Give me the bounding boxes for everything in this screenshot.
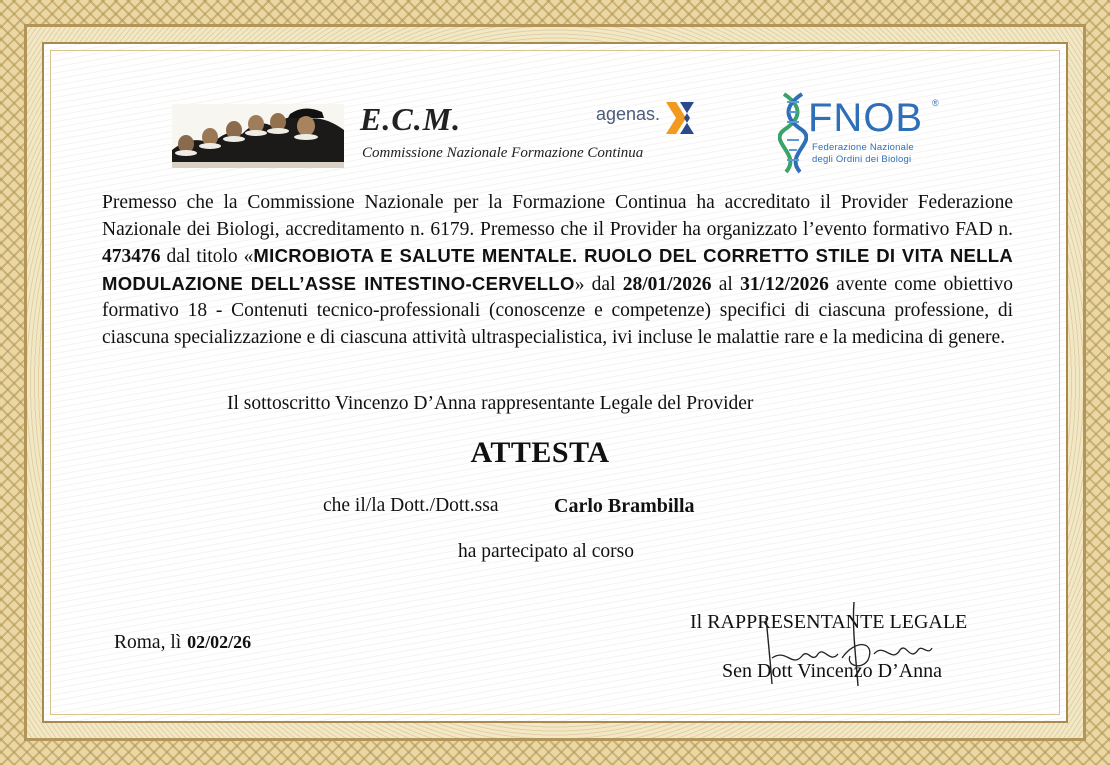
certificate-body-paragraph (102, 190, 1013, 352)
participant-name: Carlo Brambilla (554, 495, 695, 517)
fnob-line-2: degli Ordini dei Biologi (812, 154, 912, 165)
issue-date: 02/02/26 (187, 632, 252, 652)
place-date (114, 632, 251, 654)
fnob-registered-mark: ® (932, 98, 939, 108)
anatomy-lesson-painting-icon (172, 104, 344, 168)
body-text-4: al (711, 273, 741, 295)
representative-title: Il RAPPRESENTANTE LEGALE (690, 611, 968, 633)
agenas-mark-icon (662, 100, 698, 136)
ecm-title: E.C.M. (360, 101, 462, 137)
date-from: 28/01/2026 (622, 273, 712, 295)
dna-helix-icon (778, 92, 808, 174)
fnob-logo (778, 92, 948, 174)
attesta-heading: ATTESTA (470, 436, 610, 469)
body-text-1: Premesso che la Commissione Nazionale per la Formazione Continua ha accreditato il Provider Federazione Nazionale dei Biologi, accreditamento n. 6179. Premesso che il Provider ha organizzato l’evento formativo FAD n. (102, 192, 1013, 240)
body-text-5: avente come obiettivo formativo 18 - Contenuti tecnico-professionali (conoscenze e competenze) specifici di ciascuna professione, di ciascuna specializzazione e di ciascuna attività ultraspecialistica, ivi incluse le malattie rare e la medicina di genere. (102, 273, 1014, 348)
event-number: 473476 (102, 246, 161, 268)
ecm-subtitle: Commissione Nazionale Formazione Continua (362, 145, 644, 161)
body-text-3: » dal (574, 273, 623, 295)
fnob-name: FNOB (808, 96, 924, 140)
date-to: 31/12/2026 (740, 273, 829, 295)
representative-name: Sen Dott Vincenzo D’Anna (722, 660, 943, 682)
course-title: MICROBIOTA E SALUTE MENTALE. RUOLO DEL CORRETTO STILE DI VITA NELLA MODULAZIONE DELL’ASSE INTESTINO-CERVELLO (102, 245, 1013, 294)
fnob-line-1: Federazione Nazionale (812, 142, 914, 153)
place: Roma, lì (114, 632, 182, 653)
agenas-label: agenas. (596, 104, 661, 124)
body-text-2: dal titolo « (160, 246, 254, 268)
signer-line: Il sottoscritto Vincenzo D’Anna rappresentante Legale del Provider (227, 393, 754, 414)
agenas-logo (596, 100, 706, 140)
participated-line: ha partecipato al corso (458, 541, 634, 562)
handwritten-signature-icon (746, 598, 936, 688)
dott-label: che il/la Dott./Dott.ssa (323, 495, 499, 516)
